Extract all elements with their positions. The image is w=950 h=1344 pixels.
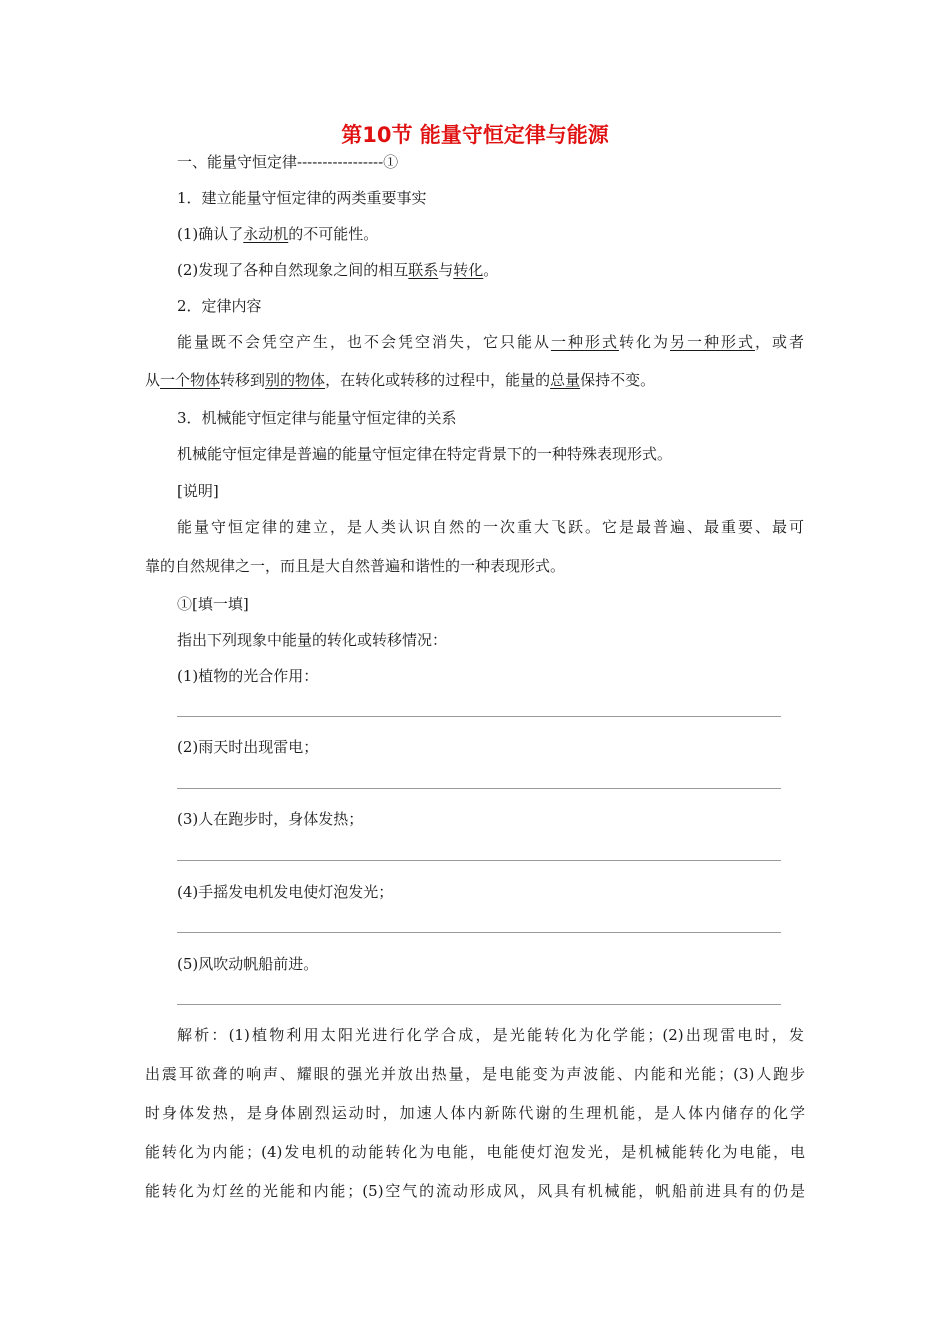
text-segment: 的不可能性。 (288, 225, 379, 243)
key-term: 联系 (408, 261, 439, 279)
text-segment: 保持不变。 (580, 371, 656, 389)
key-term: 永动机 (243, 225, 289, 243)
page-title: 第10节 能量守恒定律与能源 (341, 123, 609, 147)
text-segment: ，在转化或转移的过程中，能量的 (325, 371, 551, 389)
subsection-heading-1: 1．建立能量守恒定律的两类重要事实 (177, 189, 427, 207)
text-segment: 转化为 (618, 333, 670, 351)
exercise-prompt: 指出下列现象中能量的转化或转移情况： (177, 631, 448, 649)
exercise-item-2: (2)雨天时出现雷电； (177, 738, 319, 756)
key-term: 转化 (453, 261, 484, 279)
text-segment: 转移到 (220, 371, 266, 389)
text-segment: 。 (483, 261, 499, 279)
answer-blank-5[interactable] (177, 1004, 781, 1005)
answer-blank-4[interactable] (177, 932, 781, 933)
key-term: 一个物体 (160, 371, 221, 389)
exercise-label: ①[填一填] (177, 595, 249, 613)
subsection-heading-2: 2．定律内容 (177, 297, 262, 315)
note-line-1: 能量守恒定律的建立，是人类认识自然的一次重大飞跃。它是最普遍、最重要、最可 (177, 518, 804, 536)
text-segment: (1)确认了 (177, 225, 244, 243)
analysis-line-2: 出震耳欲聋的响声、耀眼的强光并放出热量，是电能变为声波能、内能和光能；(3)人跑步 (145, 1065, 805, 1083)
exercise-item-5: (5)风吹动帆船前进。 (177, 955, 319, 973)
exercise-item-1: (1)植物的光合作用： (177, 667, 319, 685)
text-segment: 能量既不会凭空产生，也不会凭空消失，它只能从 (177, 333, 551, 351)
exercise-item-4: (4)手摇发电机发电使灯泡发光； (177, 883, 394, 901)
key-term: 总量 (550, 371, 581, 389)
text-segment: ，或者 (754, 333, 804, 351)
law-content-line-1 (177, 331, 804, 353)
fact-item-2 (177, 259, 498, 281)
answer-blank-1[interactable] (177, 716, 781, 717)
note-label: [说明] (177, 482, 219, 500)
fact-item-1 (177, 223, 378, 245)
note-line-2: 靠的自然规律之一，而且是大自然普遍和谐性的一种表现形式。 (145, 557, 566, 575)
analysis-line-4: 能转化为内能；(4)发电机的动能转化为电能，电能使灯泡发光，是机械能转化为电能，电 (145, 1143, 805, 1161)
exercise-item-3: (3)人在跑步时，身体发热； (177, 810, 364, 828)
answer-blank-3[interactable] (177, 860, 781, 861)
key-term: 别的物体 (265, 371, 326, 389)
subsection-heading-3: 3．机械能守恒定律与能量守恒定律的关系 (177, 409, 457, 427)
analysis-line-3: 时身体发热，是身体剧烈运动时，加速人体内新陈代谢的生理机能，是人体内储存的化学 (145, 1104, 805, 1122)
key-term: 另一种形式 (669, 333, 755, 351)
law-content-line-2 (145, 369, 655, 391)
relation-text: 机械能守恒定律是普遍的能量守恒定律在特定背景下的一种特殊表现形式。 (177, 445, 673, 463)
analysis-line-5: 能转化为灯丝的光能和内能；(5)空气的流动形成风，风具有机械能，帆船前进具有的仍是 (145, 1182, 805, 1200)
text-segment: 从 (145, 371, 161, 389)
key-term: 一种形式 (550, 333, 619, 351)
text-segment: (2)发现了各种自然现象之间的相互 (177, 261, 409, 279)
text-segment: 与 (438, 261, 454, 279)
answer-blank-2[interactable] (177, 788, 781, 789)
section-heading: 一、能量守恒定律-----------------① (177, 153, 399, 171)
analysis-line-1: 解析：(1)植物利用太阳光进行化学合成，是光能转化为化学能；(2)出现雷电时，发 (177, 1026, 804, 1044)
